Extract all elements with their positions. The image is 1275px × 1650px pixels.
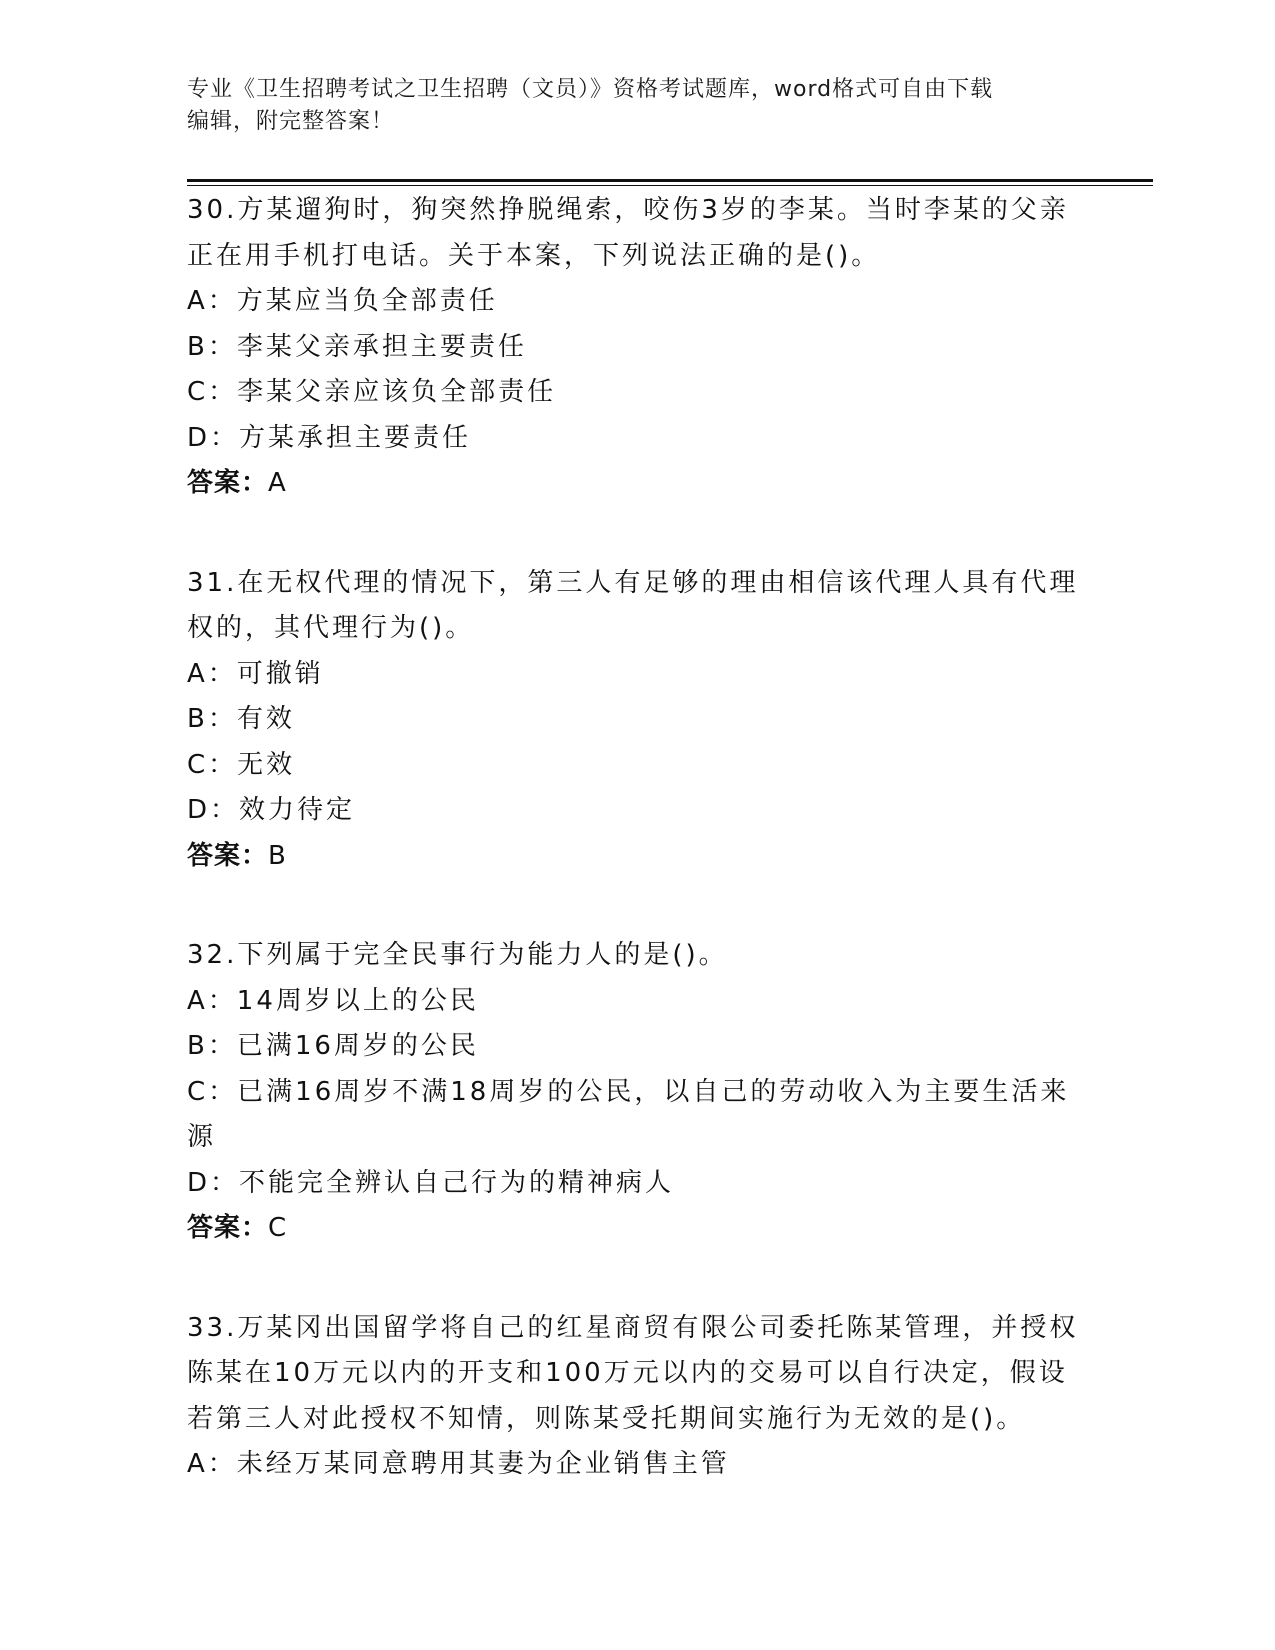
question-list [187,188,1087,1542]
answer-label: 答案： [187,1213,269,1243]
answer-line [187,461,1087,507]
question-32 [187,933,1087,1252]
answer-value: B [268,840,287,871]
option-c: C：已满16周岁不满18周岁的公民，以自己的劳动收入为主要生活来 [187,1076,1070,1107]
question-text-line: 31.在无权代理的情况下，第三人有足够的理由相信该代理人具有代理 [187,567,1079,598]
option-b: B：李某父亲承担主要责任 [187,331,527,362]
answer-value: C [268,1213,288,1243]
option-b: B：已满16周岁的公民 [187,1031,479,1061]
question-text-line: 若第三人对此授权不知情，则陈某受托期间实施行为无效的是()。 [187,1403,1026,1434]
question-text-line: 33.万某冈出国留学将自己的红星商贸有限公司委托陈某管理，并授权 [187,1312,1079,1343]
option-d: D：不能完全辨认自己行为的精神病人 [187,1167,675,1198]
option-a: A：未经万某同意聘用其妻为企业销售主管 [187,1449,730,1479]
option-c: C：李某父亲应该负全部责任 [187,377,557,407]
answer-label: 答案： [187,468,269,498]
header-line-2: 编辑，附完整答案！ [187,109,395,134]
header-divider-thick [187,179,1153,182]
option-c-continued: 源 [187,1122,217,1152]
header-divider-thin [187,185,1153,186]
header-line-1: 专业《卫生招聘考试之卫生招聘（文员）》资格考试题库，word格式可自由下载 [187,77,994,102]
answer-label: 答案： [187,840,269,871]
option-d: D：方某承担主要责任 [187,422,472,453]
question-text-line: 正在用手机打电话。关于本案，下列说法正确的是()。 [187,240,881,271]
option-c: C：无效 [187,749,296,780]
question-text-line: 32.下列属于完全民事行为能力人的是()。 [187,940,728,970]
question-text-line: 权的，其代理行为()。 [187,613,475,643]
option-a: A：14周岁以上的公民 [187,985,479,1016]
answer-line [187,1206,1087,1252]
option-a: A：可撤销 [187,658,324,689]
question-31 [187,561,1087,880]
document-header [187,74,1087,138]
option-b: B：有效 [187,704,295,734]
option-d: D：效力待定 [187,795,356,825]
answer-value: A [268,468,287,498]
question-text-line: 30.方某遛狗时，狗突然挣脱绳索，咬伤3岁的李某。当时李某的父亲 [187,195,1069,225]
question-text-line: 陈某在10万元以内的开支和100万元以内的交易可以自行决定，假设 [187,1358,1068,1388]
answer-line [187,834,1087,880]
question-33 [187,1306,1087,1488]
option-a: A：方某应当负全部责任 [187,286,498,316]
question-30 [187,188,1087,507]
